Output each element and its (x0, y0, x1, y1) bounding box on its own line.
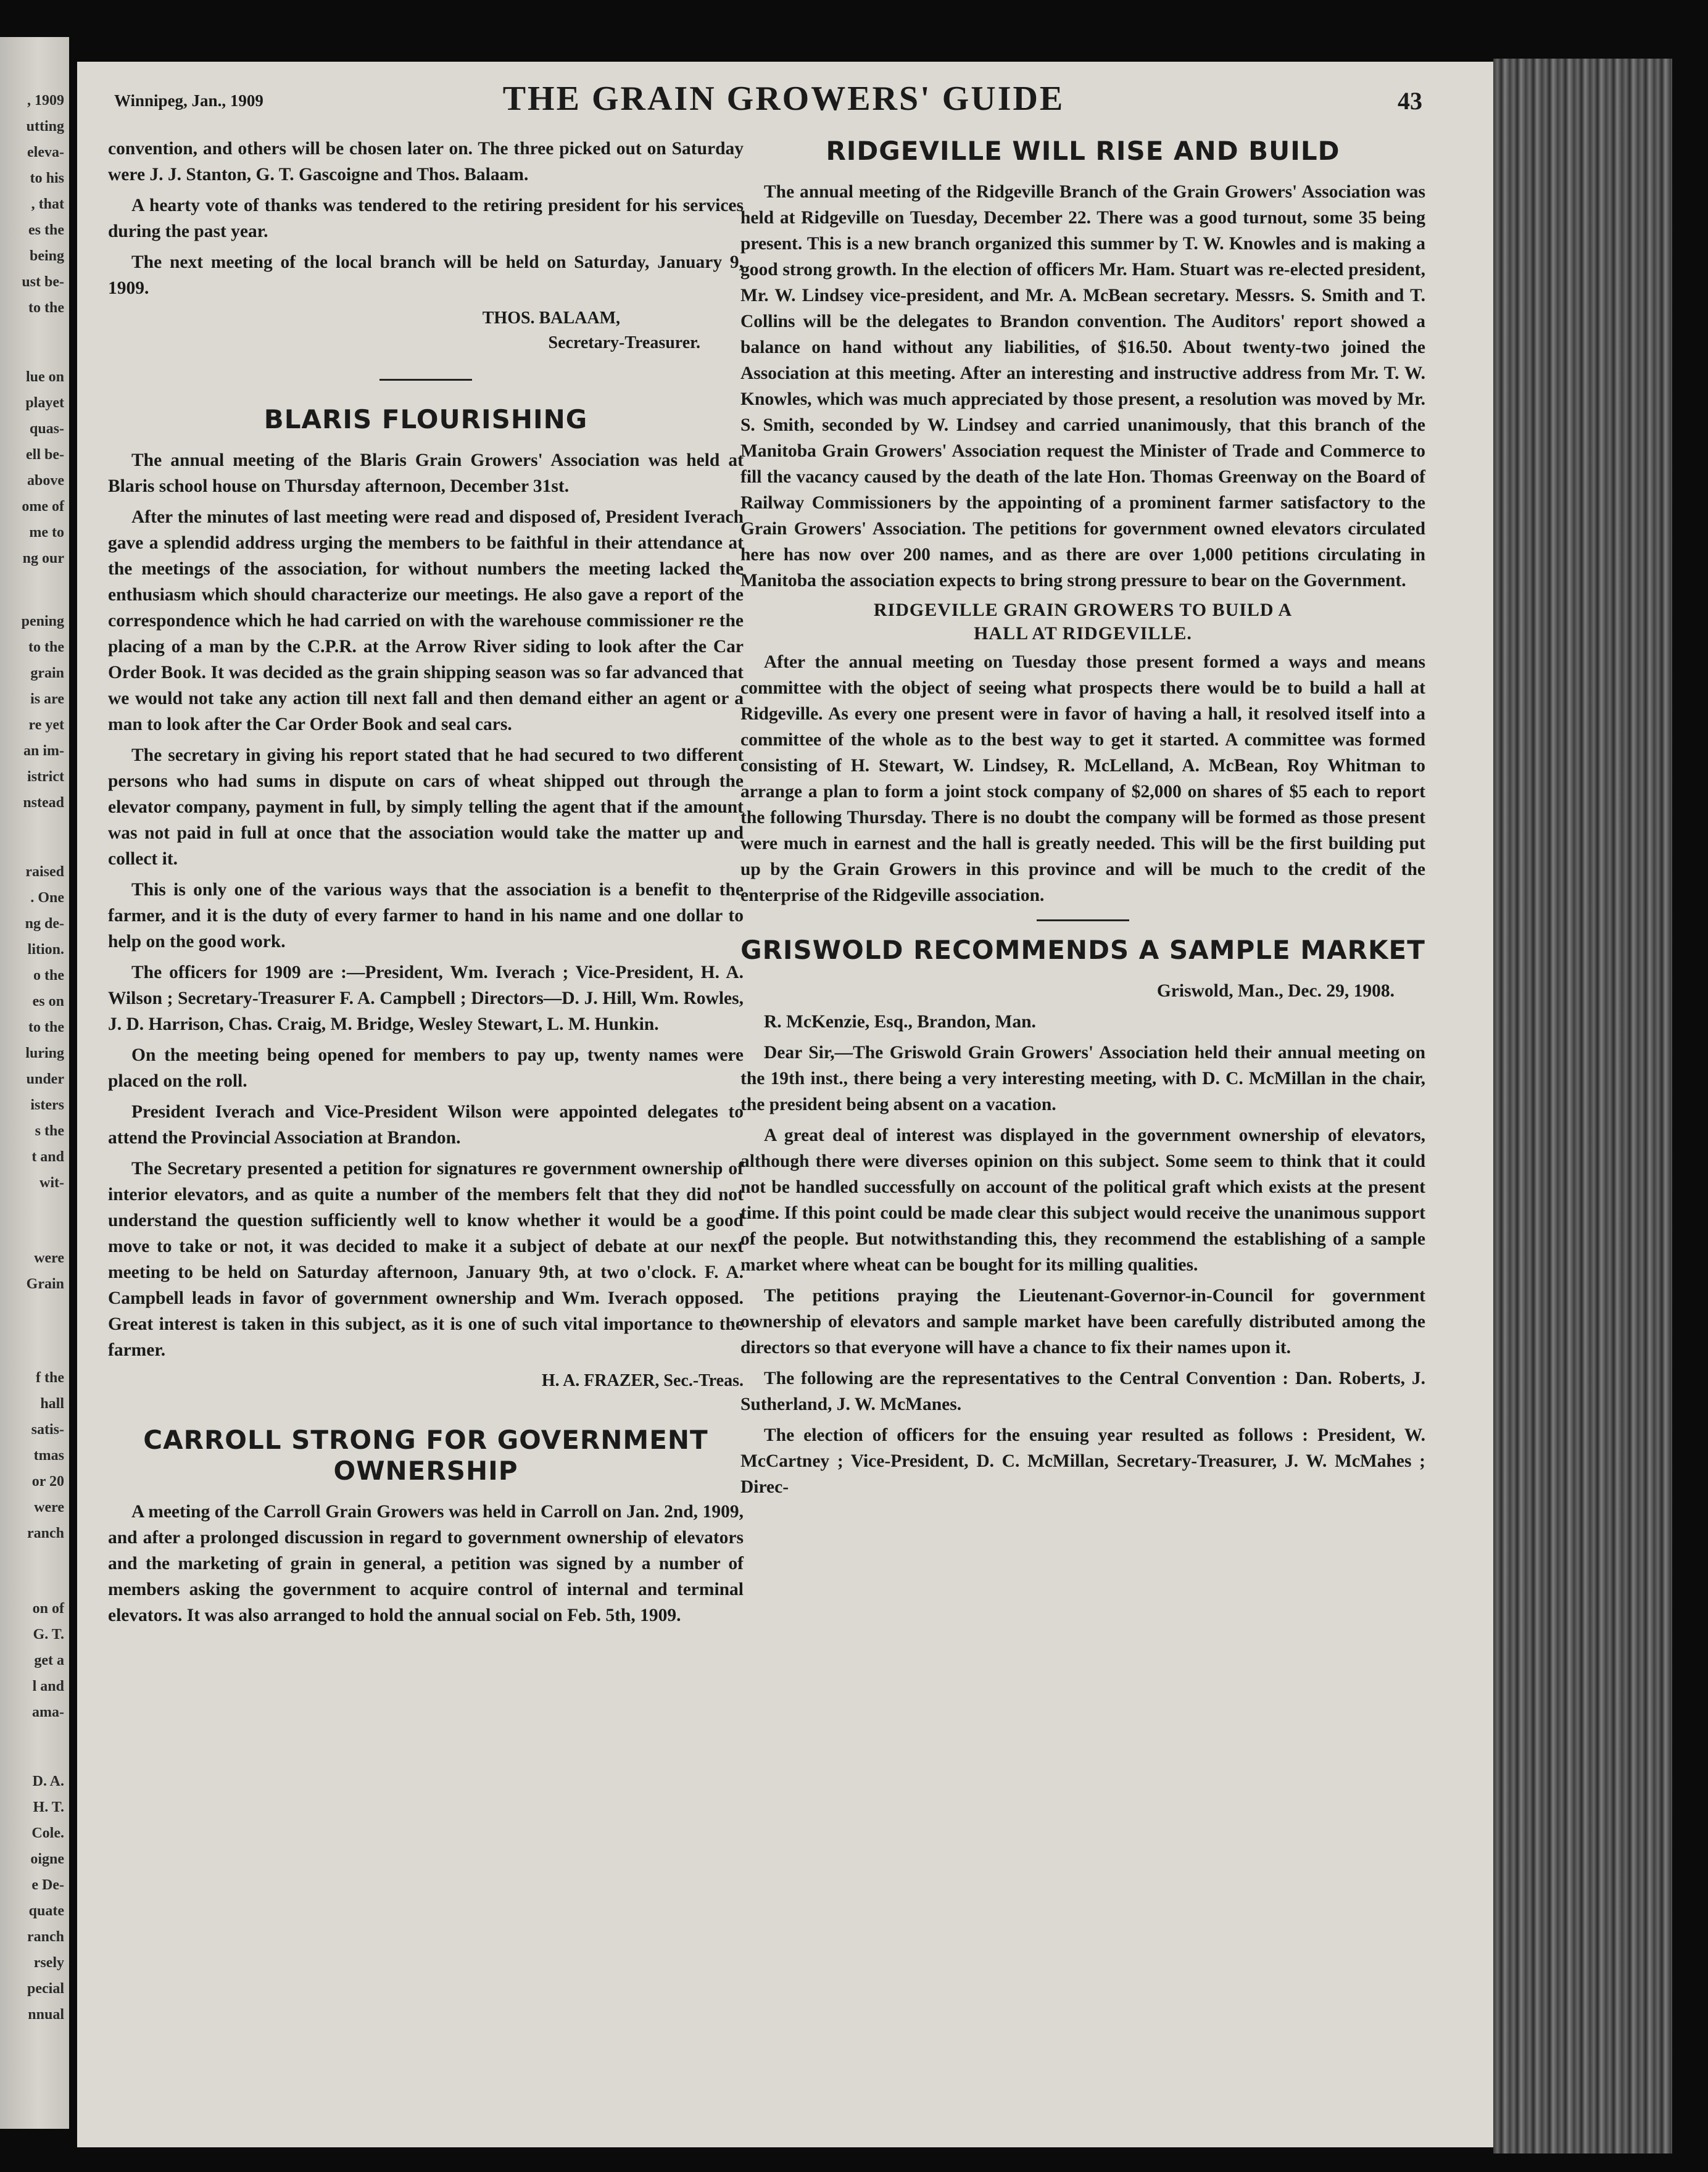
publication-title: THE GRAIN GROWERS' GUIDE (502, 80, 1065, 118)
article-paragraph: Dear Sir,—The Griswold Grain Growers' Association held their annual meeting on the 19th inst., there being a very interesting meeting, with D. C. McMillan in the chair, the president being absent on a vacation. (740, 1043, 1425, 1114)
margin-fragment: quate (28, 1903, 64, 1919)
margin-fragment: Grain (26, 1276, 64, 1292)
margin-fragment: wit- (39, 1175, 64, 1191)
margin-fragment: pecial (27, 1981, 64, 1997)
margin-fragment: ng our (22, 550, 64, 566)
margin-fragment: ama- (32, 1704, 64, 1720)
margin-fragment: ell be- (26, 447, 64, 463)
margin-fragment: lition. (27, 942, 64, 958)
margin-fragment: on of (32, 1601, 64, 1617)
left-column (108, 136, 744, 1633)
article-paragraph: A meeting of the Carroll Grain Growers was held in Carroll on Jan. 2nd, 1909, and after a prolonged discussion in regard to government ownership of elevators and the marketing of grain in general, a petition was signed by a number of members asking the government to acquire control of internal and terminal elevators. It was also arranged to hold the annual social on Feb. 5th, 1909. (108, 1502, 744, 1625)
letter-address: R. McKenzie, Esq., Brandon, Man. (764, 1012, 1036, 1032)
margin-fragment: to the (28, 300, 64, 316)
margin-fragment: or 20 (31, 1474, 64, 1490)
margin-fragment: to his (30, 170, 64, 186)
margin-fragment: ome of (22, 499, 64, 515)
margin-fragment: e De- (31, 1877, 64, 1893)
margin-fragment: ranch (27, 1525, 64, 1541)
signature-title: Secretary-Treasurer. (548, 333, 700, 352)
article-paragraph: The next meeting of the local branch will be held on Saturday, January 9, 1909. (108, 252, 744, 298)
article-paragraph: convention, and others will be chosen later on. The three picked out on Saturday were J. J. Stanton, G. T. Gascoigne and Thos. Balaam. (108, 139, 744, 184)
margin-fragment: utting (26, 118, 64, 135)
margin-fragment: ranch (27, 1929, 64, 1945)
margin-fragment: Cole. (31, 1825, 64, 1841)
article-paragraph: The annual meeting of the Ridgeville Branch of the Grain Growers' Association was held at Ridgeville on Tuesday, December 22. There was a good turnout, some 35 being present. This is a new branch organized this summer by T. W. Knowles and is making a good strong growth. In the election of officers Mr. Ham. Stuart was re-elected president, Mr. W. Lindsey vice-president, and Mr. A. McBean secretary. Messrs. S. Smith and T. Collins will be the delegates to Brandon convention. The Auditors' report showed a balance on hand without any liabilities, of $16.50. About twenty-two joined the Association at this meeting. After an interesting and instructive address from Mr. T. W. Knowles, which was much appreciated by those present, a resolution was moved by Mr. S. Smith, seconded by W. Lindsey and carried unanimously, that this branch of the Manitoba Grain Growers' Association request the Minister of Trade and Commerce to fill the vacancy caused by the death of the late Hon. Thomas Greenway on the Board of Railway Commissioners by the appointing of a prominent farmer satisfactory to the Grain Growers' Association. The petitions for government owned elevators circulated here has now over 200 names, and as there are over 1,000 petitions circulating in Manitoba the association expects to bring strong pressure to bear on the Government. (740, 182, 1425, 591)
margin-fragment: . One (30, 890, 64, 906)
margin-fragment: nstead (23, 795, 64, 811)
subheading-line: HALL AT RIDGEVILLE. (974, 623, 1192, 644)
page-header (114, 79, 1453, 128)
signature-block (108, 306, 744, 355)
margin-fragment: ust be- (22, 274, 64, 290)
margin-fragment: to the (28, 1019, 64, 1035)
article-headline: RIDGEVILLE WILL RISE AND BUILD (826, 136, 1340, 166)
article-paragraph: The petitions praying the Lieutenant-Governor-in-Council for government ownership of elevators and sample market have been carefully distributed among the directors so that everyone will have a chance to fix their names upon it. (740, 1286, 1425, 1358)
margin-fragment: playet (25, 395, 64, 411)
article-paragraph: A hearty vote of thanks was tendered to the retiring president for his services during the past year. (108, 196, 744, 241)
margin-fragment: above (27, 473, 64, 489)
letter-dateline: Griswold, Man., Dec. 29, 1908. (1156, 981, 1395, 1001)
margin-fragment: being (29, 248, 64, 264)
section-divider (379, 379, 472, 381)
margin-fragment: lue on (25, 369, 64, 385)
margin-fragment: t and (31, 1149, 64, 1165)
margin-fragment: pening (21, 613, 64, 629)
margin-fragment: me to (29, 524, 64, 541)
margin-fragment: D. A. (32, 1773, 64, 1789)
margin-fragment: oigne (30, 1851, 64, 1867)
margin-fragment: satis- (31, 1422, 64, 1438)
margin-fragment: raised (25, 864, 64, 880)
section-divider (1037, 919, 1129, 921)
page-number: 43 (1398, 87, 1422, 115)
article-paragraph: After the annual meeting on Tuesday those present formed a ways and means committee with the object of seeing what prospects there would be to build a hall at Ridgeville. As every one present were in favor of having a hall, it resolved itself into a committee of the whole as to the best way to get it started. A committee was formed consisting of H. Stewart, W. Lindsey, R. McLelland, A. McBean, Roy Whitman to arrange a plan to form a joint stock company of $2,000 on shares of $5 each to report the following Thursday. There is no doubt the company will be formed as those present were much in earnest and the hall is greatly needed. This will be the first building put up by the Grain Growers in this province and will be much to the credit of the enterprise of the Ridgeville association. (740, 652, 1425, 905)
margin-fragment: luring (25, 1045, 64, 1061)
newspaper-page (77, 62, 1493, 2147)
margin-fragment: eleva- (27, 144, 64, 160)
margin-fragment: were (34, 1499, 64, 1515)
article-headline: GRISWOLD RECOMMENDS A SAMPLE MARKET (740, 935, 1425, 965)
margin-fragment: o the (33, 968, 64, 984)
margin-fragment: , 1909 (27, 93, 64, 109)
article-paragraph: The secretary in giving his report stated that he had secured to two different persons who had sums in dispute on cars of wheat shipped out through the elevator company, payment in full, by simply telling the agent that if the amount was not paid in full at once that the association would take the matter up and collect it. (108, 745, 744, 869)
article-signature: H. A. FRAZER, Sec.-Treas. (541, 1371, 744, 1390)
article-paragraph: The annual meeting of the Blaris Grain Growers' Association was held at Blaris school house on Thursday afternoon, December 31st. (108, 450, 744, 496)
margin-fragment: were (34, 1250, 64, 1266)
article-paragraph: A great deal of interest was displayed in the government ownership of elevators, although there were diverses opinion on this subject. Some seem to think that it could not be handled successfully on account of the political graft which exists at the present time. If this point could be made clear this subject would receive the unanimous support of the people. But notwithstanding this, they recommend the establishing of a sample market where wheat can be bought for its milling qualities. (740, 1125, 1425, 1275)
margin-fragment: s the (35, 1123, 64, 1139)
margin-fragment: to the (28, 639, 64, 655)
margin-fragment: isters (30, 1097, 64, 1113)
margin-fragment: es on (32, 993, 64, 1009)
article-paragraph: The Secretary presented a petition for signatures re government ownership of interior elevators, and as quite a number of the members felt that they did not understand the question sufficiently well to know whether it would be a good move to take or not, it was decided to make it a subject of debate at our next meeting to be held on Saturday afternoon, January 9th, at two o'clock. F. A. Campbell leads in favor of government ownership and Wm. Iverach opposed. Great interest is taken in this subject, as it is one of such vital importance to the farmer. (108, 1159, 744, 1360)
signature-name: THOS. BALAAM, (482, 309, 620, 328)
article-paragraph: The officers for 1909 are :—President, Wm. Iverach ; Vice-President, H. A. Wilson ; Secretary-Treasurer F. A. Campbell ; Directors—D. J. Hill, Wm. Rowles, J. D. Harrison, Chas. Craig, M. Bridge, Wesley Stewart, L. M. Hunkin. (108, 963, 744, 1034)
article-headline: BLARIS FLOURISHING (263, 404, 588, 434)
margin-fragment: istrict (27, 769, 64, 785)
margin-fragment: an im- (23, 743, 64, 759)
margin-fragment: nnual (28, 2007, 64, 2023)
margin-fragment: grain (30, 665, 64, 681)
article-paragraph: On the meeting being opened for members to pay up, twenty names were placed on the roll. (108, 1045, 744, 1091)
margin-fragment: rsely (33, 1955, 64, 1971)
article-subheading (740, 599, 1425, 645)
margin-fragment: l and (32, 1678, 64, 1694)
article-paragraph: The election of officers for the ensuing year resulted as follows : President, W. McCartney ; Vice-President, D. C. McMillan, Secretary-Treasurer, J. W. McMahes ; Direc- (740, 1425, 1425, 1497)
margin-fragment: H. T. (33, 1799, 64, 1815)
article-paragraph: The following are the representatives to the Central Convention : Dan. Roberts, J. Sutherland, J. W. McManes. (740, 1369, 1425, 1414)
margin-fragment: es the (28, 222, 64, 238)
margin-fragment: hall (40, 1396, 64, 1412)
margin-fragment: is are (30, 691, 64, 707)
margin-fragment: re yet (28, 717, 64, 733)
subheading-line: RIDGEVILLE GRAIN GROWERS TO BUILD A (873, 600, 1293, 620)
adjacent-page-fragment (0, 37, 69, 2129)
right-column (740, 136, 1425, 1505)
book-page-edges (1493, 59, 1672, 2153)
margin-fragment: f the (36, 1370, 64, 1386)
margin-fragment: get a (34, 1652, 64, 1668)
margin-fragment: ng de- (25, 916, 64, 932)
article-paragraph: President Iverach and Vice-President Wilson were appointed delegates to attend the Provincial Association at Brandon. (108, 1102, 744, 1148)
article-paragraph: After the minutes of last meeting were read and disposed of, President Iverach gave a splendid address urging the members to be faithful in their attendance at the meetings of the association, for without numbers the meeting lacked the enthusiasm which should characterize our meetings. He also gave a report of the correspondence which he had carried on with the warehouse commissioner re the placing of a man by the C.P.R. at the Arrow River siding to look after the Car Order Book. It was decided as the grain shipping season was so far advanced that we would not take any action till next fall and then demand either an agent or a man to look after the Car Order Book and seal cars. (108, 507, 744, 734)
margin-fragment: under (26, 1071, 64, 1087)
article-headline: CARROLL STRONG FOR GOVERNMENT OWNERSHIP (143, 1425, 708, 1486)
margin-fragment: tmas (33, 1448, 64, 1464)
article-paragraph: This is only one of the various ways that the association is a benefit to the farmer, and it is the duty of every farmer to hand in his name and one dollar to help on the good work. (108, 880, 744, 951)
margin-fragment: , that (31, 196, 64, 212)
issue-date: Winnipeg, Jan., 1909 (114, 91, 263, 110)
margin-fragment: G. T. (33, 1627, 64, 1643)
margin-fragment: quas- (29, 421, 64, 437)
